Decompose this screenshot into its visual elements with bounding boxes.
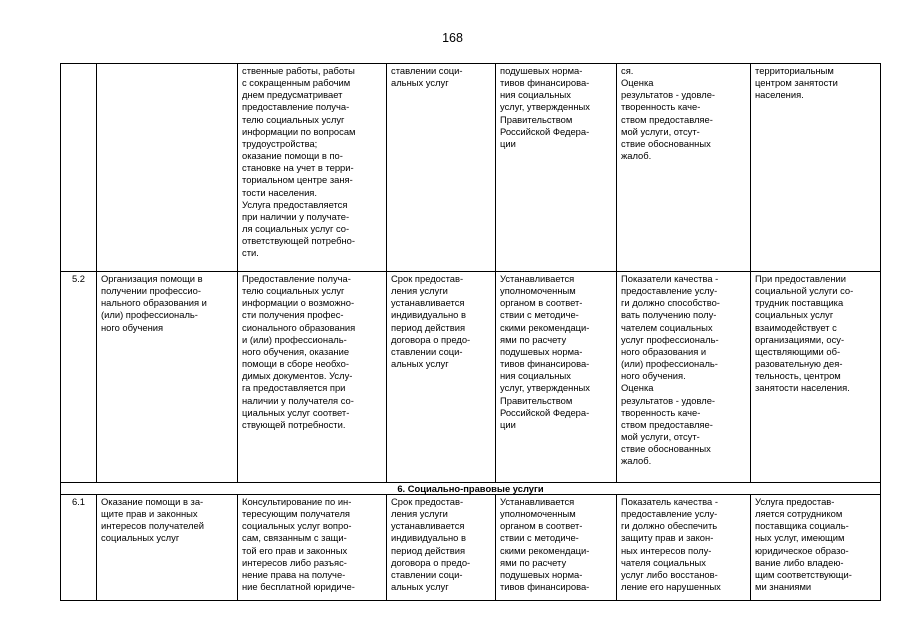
row-number-cell: 6.1 [61,495,97,601]
service-conditions-cell: территориальным центром занятости населения. [751,64,881,272]
service-description-cell: Консультирование по ин- тересующим получателя социальных услуг вопро- сам, связанным с защи- той его прав и законных интересов либо разъяс- нение права на получе- ние бесплатной юридиче- [238,495,387,601]
table-row [61,272,881,483]
service-tariff-cell: Устанавливается уполномоченным органом в соответ- ствии с методиче- скими рекомендаци- ями по расчету подушевых норма- тивов финансирова- ния социальных услуг, утвержденных Правительством Российской Федера- ции [496,272,617,483]
service-description-cell: ственные работы, работы с сокращенным рабочим днем предусматривает предоставление получа- телю социальных услуг информации по вопросам трудоустройства; оказание помощи в по- становке на учет в терри- ториальном центре заня- тости населения. Услуга предоставляется при наличии у получате- ля социальных услуг со- ответствующей потребно- сти. [238,64,387,272]
service-term-cell: ставлении соци- альных услуг [387,64,496,272]
service-quality-cell: Показатели качества - предоставление услу- ги должно способство- вать получению полу- чателем социальных услуг профессиональ- ного образования и (или) профессиональ- ного обучения. Оценка результатов - удовле- творенность каче- ством предоставляе- мой услуги, отсут- ствие обоснованных жалоб. [617,272,751,483]
service-term-cell: Срок предостав- ления услуги устанавливается индивидуально в период действия договора о предо- ставлении соци- альных услуг [387,495,496,601]
service-term-cell: Срок предостав- ления услуги устанавливается индивидуально в период действия договора о предо- ставлении соци- альных услуг [387,272,496,483]
service-name-cell: Организация помощи в получении профессио- нального образования и (или) профессиональ- ного обучения [97,272,238,483]
service-conditions-cell: При предоставлении социальной услуги со- трудник поставщика социальных услуг взаимодействует с организациями, осу- ществляющими об- разовательную дея- тельность, центром занятости населения. [751,272,881,483]
table-row [61,495,881,601]
service-description-cell: Предоставление получа- телю социальных услуг информации о возможно- сти получения профес- сионального образования и (или) профессиональ- ного обучения, оказание помощи в сборе необхо- димых документов. Услу- га предоставляется при наличии у получателя со- циальных услуг соответ- ствующей потребности. [238,272,387,483]
section-heading: 6. Социально-правовые услуги [61,483,881,495]
row-number-cell [61,64,97,272]
table-row [61,64,881,272]
row-number-cell: 5.2 [61,272,97,483]
service-quality-cell: Показатель качества - предоставление услу- ги должно обеспечить защиту прав и закон- ных интересов полу- чателя социальных услуг либо восстанов- ление его нарушенных [617,495,751,601]
section-row [61,483,881,495]
service-name-cell: Оказание помощи в за- щите прав и законных интересов получателей социальных услуг [97,495,238,601]
services-table [60,63,881,601]
service-quality-cell: ся. Оценка результатов - удовле- творенность каче- ством предоставляе- мой услуги, отсут- ствие обоснованных жалоб. [617,64,751,272]
service-tariff-cell: подушевых норма- тивов финансирова- ния социальных услуг, утвержденных Правительством Российской Федера- ции [496,64,617,272]
service-tariff-cell: Устанавливается уполномоченным органом в соответ- ствии с методиче- скими рекомендаци- ями по расчету подушевых норма- тивов финансирова- [496,495,617,601]
page-number: 168 [442,31,463,45]
service-name-cell [97,64,238,272]
service-conditions-cell: Услуга предостав- ляется сотрудником поставщика социаль- ных услуг, имеющим юридическое образо- вание либо владею- щим соответствующи- ми знаниями [751,495,881,601]
